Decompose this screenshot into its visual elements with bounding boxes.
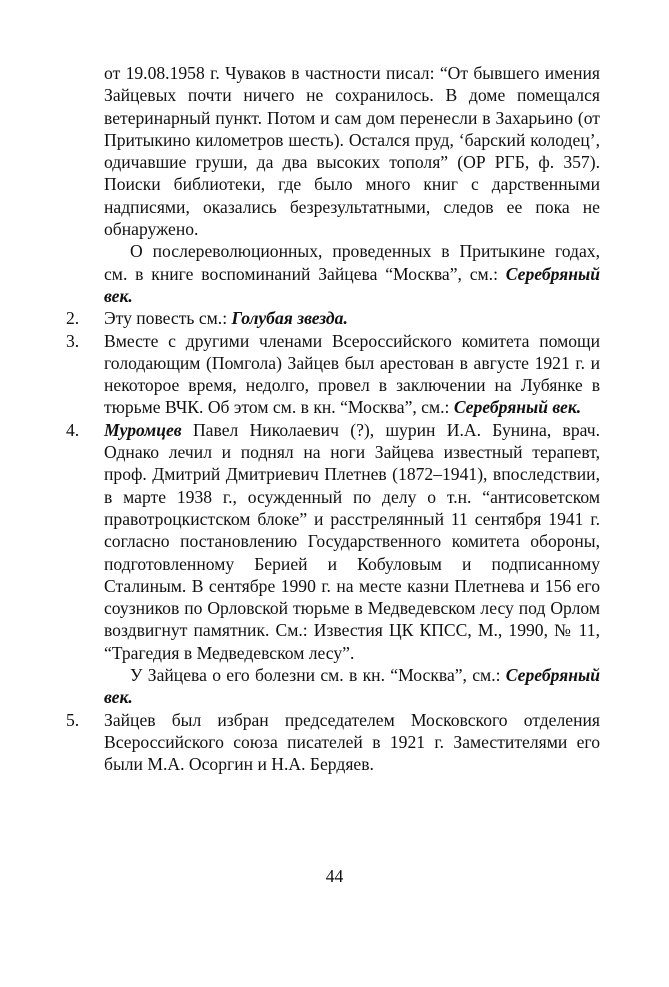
note-5-body: Зайцев был избран председателем Московского отделения Всероссийского союза писателей в 1921 г. Заместителями его были М.А. Осоргин и Н.А. Бердяев. bbox=[104, 709, 600, 775]
note-1-p2-reference: Серебряный век. bbox=[104, 263, 600, 306]
note-1-continuation: от 19.08.1958 г. Чуваков в частности писал: “От бывшего имения Зайцевых почти ничего не сохранилось. В доме помещался ветеринарный пункт. Потом и сам дом перенесли в Захарьино (от Притыкино километров шесть). Остался пруд, ‘барский колодец’, одичавшие груши, да два высоких тополя” (ОР РГБ, ф. 357). Поиски библиотеки, где было много книг с дарственными надписями, оказались безрезультатными, следов ее пока не обнаружено. bbox=[104, 63, 600, 240]
note-5 bbox=[66, 709, 600, 776]
note-4-body bbox=[104, 419, 600, 664]
page-number: 44 bbox=[325, 866, 344, 886]
note-1-paragraph-2 bbox=[104, 240, 600, 307]
note-2-body bbox=[104, 307, 600, 329]
note-3-reference: Серебряный век. bbox=[453, 397, 582, 418]
notes-text bbox=[66, 62, 600, 776]
note-1-p2-text: О послереволюционных, проведенных в Притыкине годах, см. в книге воспоминаний Зайцева “Москва”, см.: bbox=[104, 241, 600, 284]
note-4-name: Муромцев bbox=[104, 419, 182, 440]
note-2-text: Эту повесть см.: bbox=[104, 308, 232, 329]
note-4-p2-reference: Серебряный век. bbox=[104, 665, 600, 708]
note-2 bbox=[66, 307, 600, 329]
note-3 bbox=[66, 330, 600, 419]
note-2-number: 2. bbox=[66, 308, 80, 329]
note-2-reference: Голубая звезда. bbox=[231, 308, 348, 329]
note-3-body bbox=[104, 330, 600, 419]
note-4-p2-text: У Зайцева о его болезни см. в кн. “Москва”, см.: bbox=[130, 665, 506, 686]
note-3-text: Вместе с другими членами Всероссийского комитета помощи голодающим (Помгола) Зайцев был арестован в августе 1921 г. и некоторое время, недолго, провел в заключении на Лубянке в тюрьме ВЧК. Об этом см. в кн. “Москва”, см.: bbox=[104, 330, 600, 418]
note-4 bbox=[66, 419, 600, 709]
note-4-text: Павел Николаевич (?), шурин И.А. Бунина, врач. Однако лечил и поднял на ноги Зайцева известный терапевт, проф. Дмитрий Дмитриевич Плетнев (1872–1941), впоследствии, в марте 1938 г., осужденный по делу о т.н. “антисоветском правотроцкистском блоке” и расстрелянный 11 сентября 1941 г. согласно постановлению Государственного комитета обороны, подготовленному Берией и Кобуловым и подписанному Сталиным. В сентябре 1990 г. на месте казни Плетнева и 156 его соузников по Орловской тюрьме в Медведевском лесу под Орлом воздвигнут памятник. См.: Известия ЦК КПСС, М., 1990, № 11, “Трагедия в Медведевском лесу”. bbox=[104, 419, 600, 663]
note-5-number: 5. bbox=[66, 709, 80, 730]
note-4-number: 4. bbox=[66, 419, 80, 440]
note-4-paragraph-2 bbox=[104, 664, 600, 709]
note-3-number: 3. bbox=[66, 330, 80, 351]
